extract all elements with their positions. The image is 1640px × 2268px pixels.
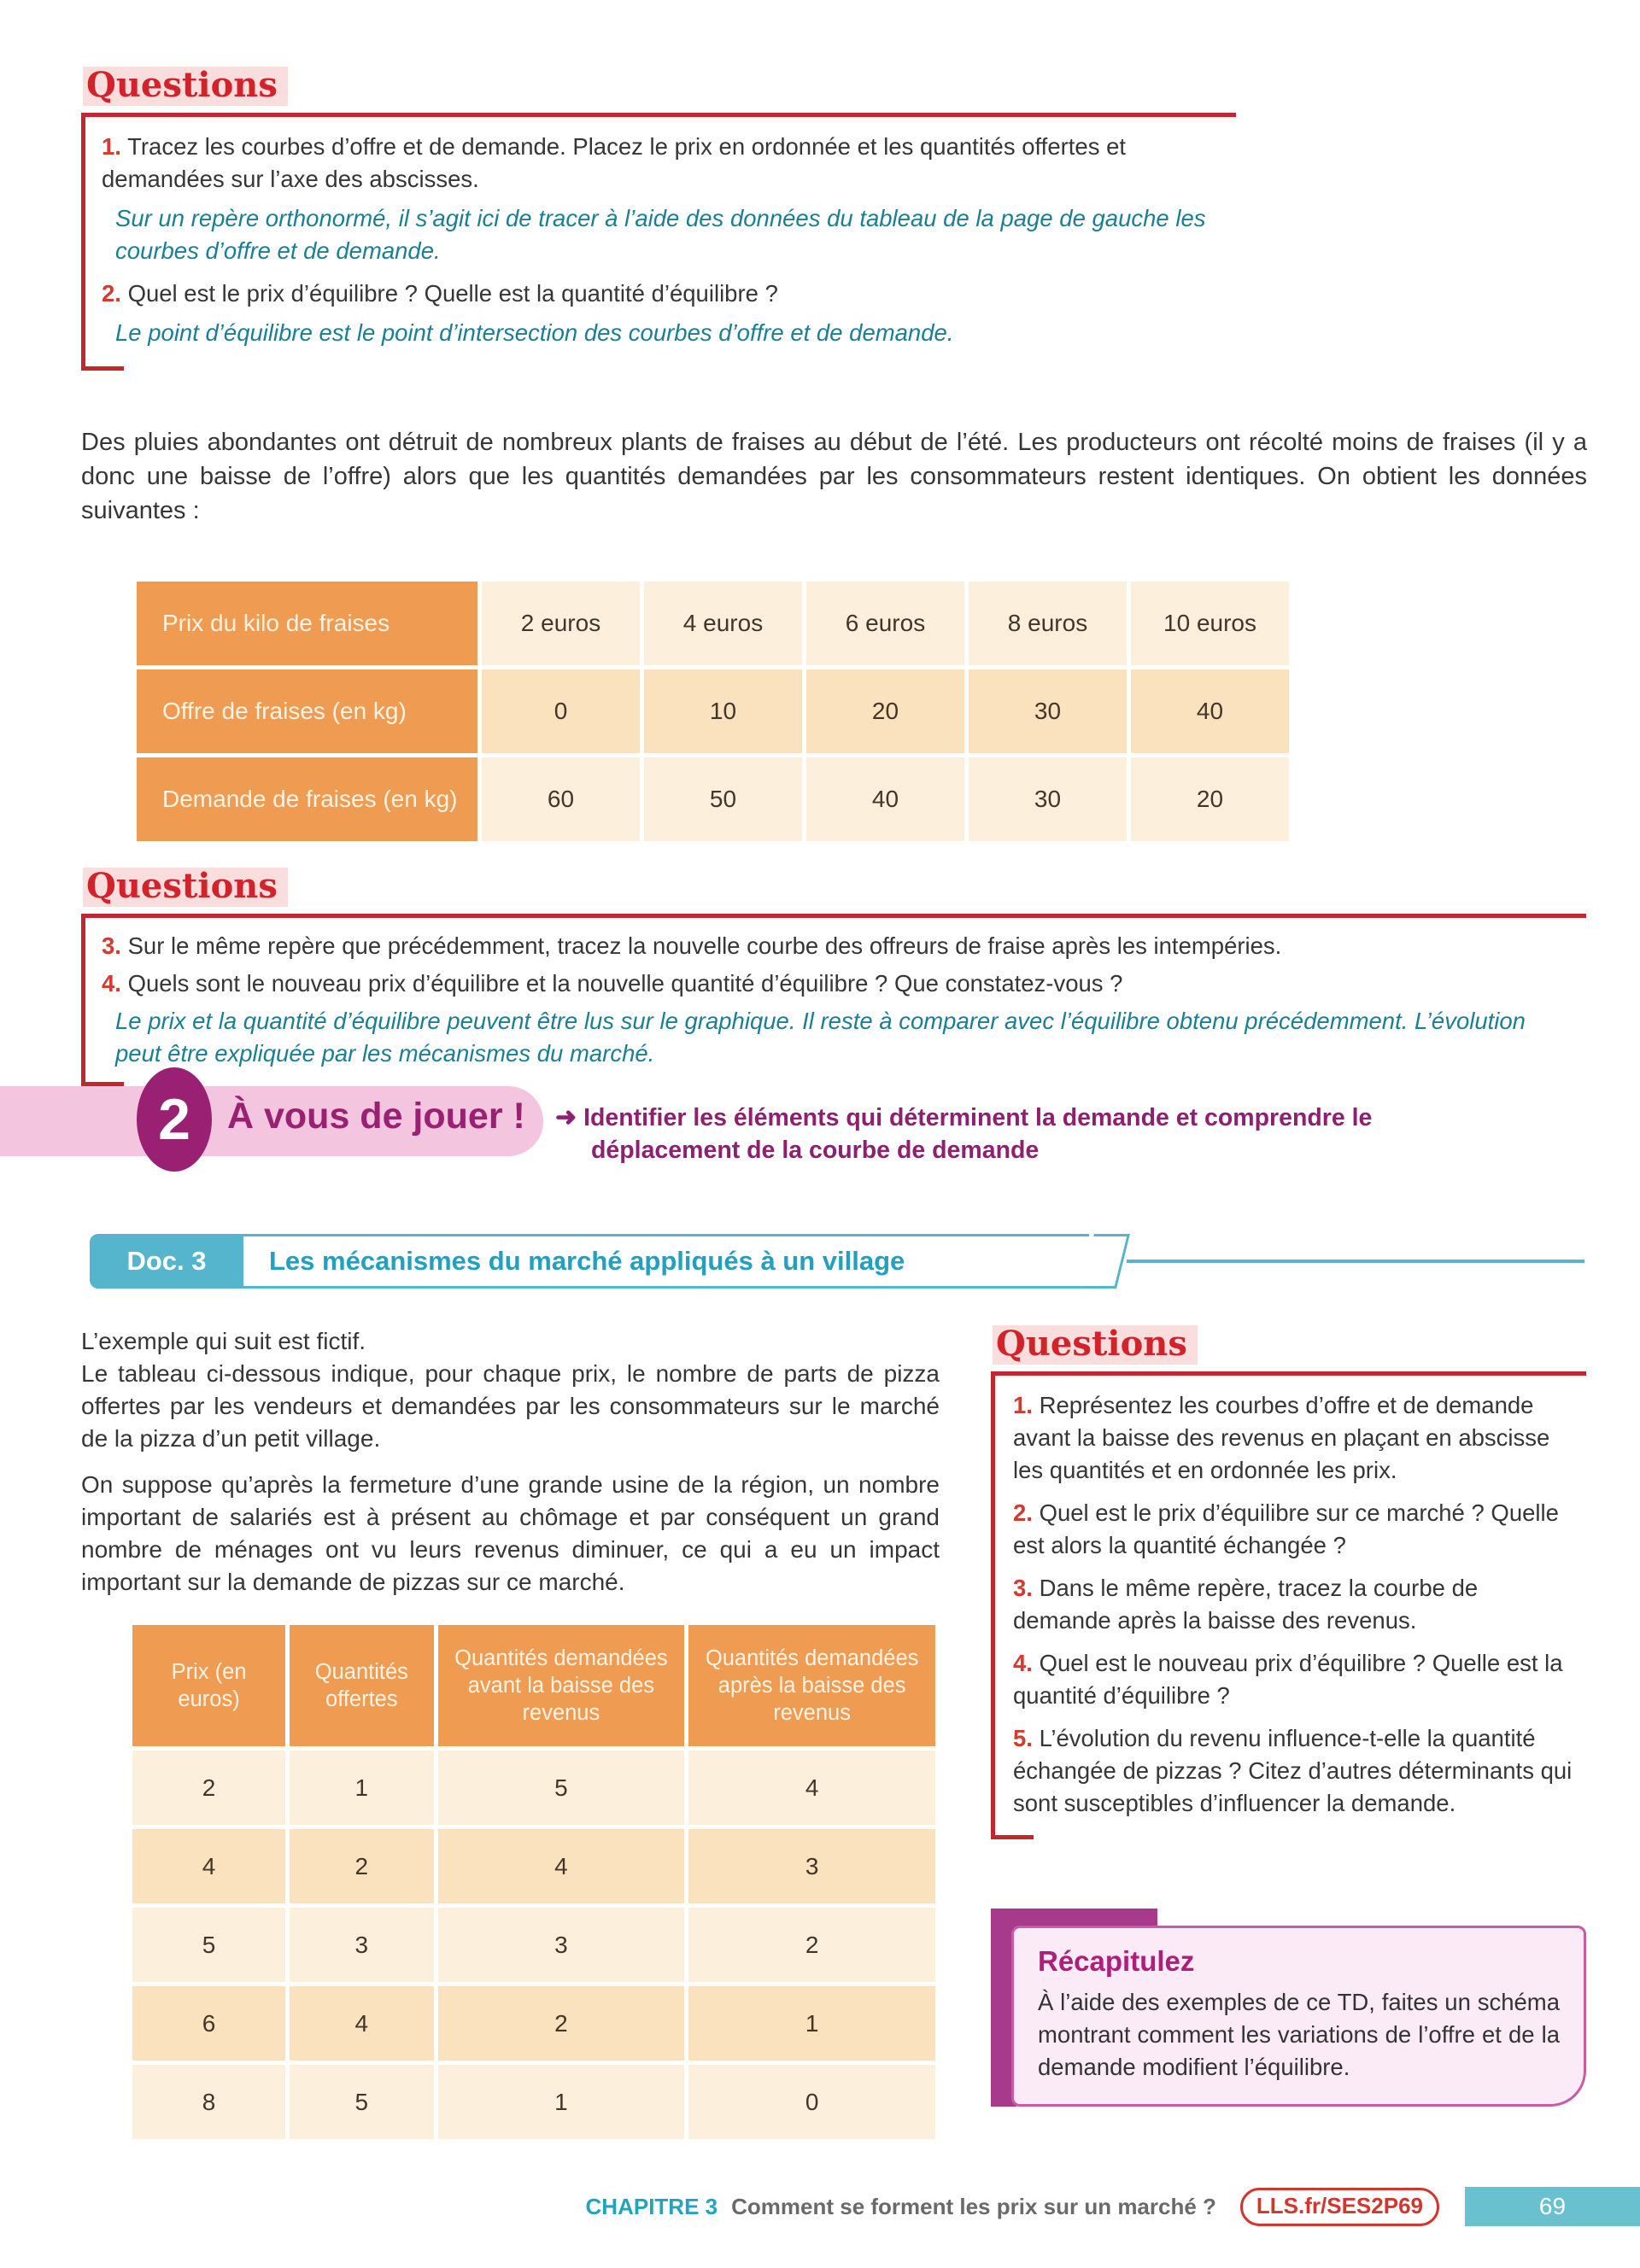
questions-section-2 (81, 868, 1586, 1082)
doc-paragraph: Le tableau ci-dessous indique, pour chaque prix, le nombre de parts de pizza offertes par les vendeurs et demandées par les consommateurs sur le marché de la pizza d’un petit village. (81, 1360, 940, 1452)
questions-section-1 (81, 67, 1236, 366)
pizza-value-cell: 3 (688, 1829, 935, 1903)
question-text: Quels sont le nouveau prix d’équilibre et la nouvelle quantité d’équilibre ? Que constatez-vous ? (127, 970, 1123, 997)
value-cell: 0 (482, 669, 640, 753)
pizza-value-cell: 4 (290, 1986, 433, 2060)
pizza-value-cell: 3 (438, 1908, 685, 1982)
question-item (102, 278, 1224, 310)
value-cell: 30 (969, 757, 1127, 841)
value-cell: 30 (969, 669, 1127, 753)
row-label-cell: Offre de fraises (en kg) (137, 669, 477, 753)
pizza-value-cell: 5 (132, 1908, 285, 1982)
questions-box-2 (81, 914, 1586, 1082)
doc-title: Les mécanismes du marché appliqués à un village (269, 1246, 905, 1276)
pizza-value-cell: 6 (132, 1986, 285, 2060)
arrow-icon: ➜ (555, 1103, 577, 1131)
activity-objective (555, 1102, 1505, 1166)
chapter-label: CHAPITRE 3 (585, 2193, 718, 2219)
value-cell: 2 euros (482, 582, 640, 665)
question-item (102, 131, 1224, 196)
pizza-value-cell: 1 (688, 1986, 935, 2060)
doc-paragraph: On suppose qu’après la fermeture d’une grande usine de la région, un nombre important de salariés est à présent au chômage et par conséquent un grand nombre de ménages ont vu leurs revenus diminuer, ce qui a eu un impact important sur la demande de pizzas sur ce marché. (81, 1471, 940, 1595)
value-cell: 20 (806, 669, 964, 753)
pizza-value-cell: 2 (438, 1986, 685, 2060)
activity-title: À vous de jouer ! (227, 1096, 525, 1137)
question-number: 1. (1013, 1392, 1033, 1418)
table-row (132, 1908, 935, 1982)
page-number-badge: 69 (1465, 2187, 1640, 2226)
value-cell: 20 (1131, 757, 1289, 841)
pizza-header-cell: Quantités demandées avant la baisse des revenus (438, 1625, 685, 1746)
value-cell: 40 (806, 757, 964, 841)
question-number: 3. (1013, 1575, 1033, 1601)
pizza-value-cell: 8 (132, 2065, 285, 2139)
value-cell: 6 euros (806, 582, 964, 665)
pizza-value-cell: 4 (688, 1751, 935, 1825)
recap-text: À l’aide des exemples de ce TD, faites un schéma montrant comment les variations de l’offre et de la demande modifient l’équilibre. (1038, 1989, 1560, 2080)
question-item (102, 930, 1574, 962)
doc3-ribbon (90, 1234, 1584, 1289)
table-row (132, 1829, 935, 1903)
question-number: 3. (102, 932, 121, 959)
questions-heading: Questions (83, 868, 288, 907)
doc-label: Doc. 3 (90, 1234, 243, 1289)
table-row (137, 757, 1289, 841)
pizza-value-cell: 5 (290, 2065, 433, 2139)
question-item (1013, 1572, 1579, 1637)
footer (0, 2186, 1640, 2227)
table-row (132, 2065, 935, 2139)
question-text: Dans le même repère, tracez la courbe de demande après la baisse des revenus. (1013, 1575, 1479, 1634)
table-row (132, 1986, 935, 2060)
table-header-row (132, 1625, 935, 1746)
question-text: Quel est le prix d’équilibre sur ce marché ? Quelle est alors la quantité échangée ? (1013, 1499, 1559, 1558)
ribbon-line (1127, 1260, 1584, 1263)
pizza-value-cell: 2 (290, 1829, 433, 1903)
pizza-value-cell: 4 (132, 1829, 285, 1903)
value-cell: 4 euros (644, 582, 802, 665)
pizza-value-cell: 1 (290, 1751, 433, 1825)
pizza-value-cell: 1 (438, 2065, 685, 2139)
answer-text: Le prix et la quantité d’équilibre peuvent être lus sur le graphique. Il reste à comparer avec l’équilibre obtenu précédemment. L’évolution peut être expliquée par les mécanismes du marché. (115, 1008, 1526, 1067)
pizza-table (128, 1621, 940, 2143)
questions-box-3 (991, 1371, 1586, 1835)
value-cell: 8 euros (969, 582, 1127, 665)
row-label-cell: Prix du kilo de fraises (137, 582, 477, 665)
pizza-header-cell: Quantités demandées après la baisse des revenus (688, 1625, 935, 1746)
pizza-value-cell: 3 (290, 1908, 433, 1982)
questions-heading: Questions (83, 67, 288, 106)
question-text: Représentez les courbes d’offre et de demande avant la baisse des revenus en plaçant en abscisse les quantités et en ordonnée les prix. (1013, 1392, 1550, 1483)
doc-paragraph: L’exemple qui suit est fictif. (81, 1328, 366, 1354)
question-number: 4. (1013, 1650, 1033, 1676)
link-pill[interactable]: LLS.fr/SES2P69 (1240, 2188, 1439, 2226)
table-row (132, 1751, 935, 1825)
question-item (1013, 1722, 1579, 1820)
pizza-value-cell: 5 (438, 1751, 685, 1825)
question-number: 1. (102, 133, 121, 160)
pizza-value-cell: 2 (132, 1751, 285, 1825)
pizza-value-cell: 4 (438, 1829, 685, 1903)
questions-box-1 (81, 113, 1236, 366)
question-item (1013, 1389, 1579, 1487)
value-cell: 10 euros (1131, 582, 1289, 665)
pizza-value-cell: 0 (688, 2065, 935, 2139)
activity-number: 2 (158, 1087, 190, 1152)
doc3-text-column (81, 1325, 940, 2143)
value-cell: 10 (644, 669, 802, 753)
doc3-questions-column (991, 1325, 1586, 2113)
pizza-header-cell: Prix (en euros) (132, 1625, 285, 1746)
question-text: Quel est le nouveau prix d’équilibre ? Quelle est la quantité d’équilibre ? (1013, 1650, 1563, 1709)
question-text: Tracez les courbes d’offre et de demande. Placez le prix en ordonnée et les quantités offertes et demandées sur l’axe des abscisses. (102, 133, 1127, 192)
question-text: Quel est le prix d’équilibre ? Quelle est la quantité d’équilibre ? (127, 280, 778, 307)
value-cell: 40 (1131, 669, 1289, 753)
table-row (137, 669, 1289, 753)
question-item (102, 967, 1574, 1000)
chapter-title: Comment se forment les prix sur un marché ? (731, 2193, 1216, 2219)
pizza-header-cell: Quantités offertes (290, 1625, 433, 1746)
recap-title: Récapitulez (1038, 1945, 1195, 1977)
question-item (1013, 1647, 1579, 1712)
question-text: Sur le même repère que précédemment, tracez la nouvelle courbe des offreurs de fraise après les intempéries. (127, 932, 1282, 959)
fraises-table (132, 577, 1293, 845)
doc-title-box (243, 1234, 1089, 1289)
question-text: L’évolution du revenu influence-t-elle la quantité échangée de pizzas ? Citez d’autres déterminants qui sont susceptibles d’influencer la demande. (1013, 1725, 1573, 1816)
questions-heading: Questions (993, 1325, 1198, 1365)
question-number: 2. (102, 280, 121, 307)
pizza-value-cell: 2 (688, 1908, 935, 1982)
activity-objective-text: Identifier les éléments qui déterminent la demande et comprendre le déplacement de la courbe de demande (583, 1104, 1373, 1164)
answer-text: Sur un repère orthonormé, il s’agit ici de tracer à l’aide des données du tableau de la page de gauche les courbes d’offre et de demande. (115, 205, 1206, 264)
question-number: 5. (1013, 1725, 1033, 1751)
recap-panel (1011, 1926, 1586, 2107)
question-number: 4. (102, 970, 121, 997)
question-item (1013, 1497, 1579, 1562)
answer-text: Le point d’équilibre est le point d’intersection des courbes d’offre et de demande. (115, 319, 954, 346)
row-label-cell: Demande de fraises (en kg) (137, 757, 477, 841)
table-row (137, 582, 1289, 665)
recap-box (991, 1909, 1586, 2113)
value-cell: 50 (644, 757, 802, 841)
question-number: 2. (1013, 1499, 1033, 1526)
activity-number-badge (137, 1067, 212, 1172)
value-cell: 60 (482, 757, 640, 841)
intro-paragraph: Des pluies abondantes ont détruit de nombreux plants de fraises au début de l’été. Les producteurs ont récolté moins de fraises (il y a donc une baisse de l’offre) alors que les quantités demandées par les consommateurs restent identiques. On obtient les données suivantes : (81, 429, 1587, 524)
